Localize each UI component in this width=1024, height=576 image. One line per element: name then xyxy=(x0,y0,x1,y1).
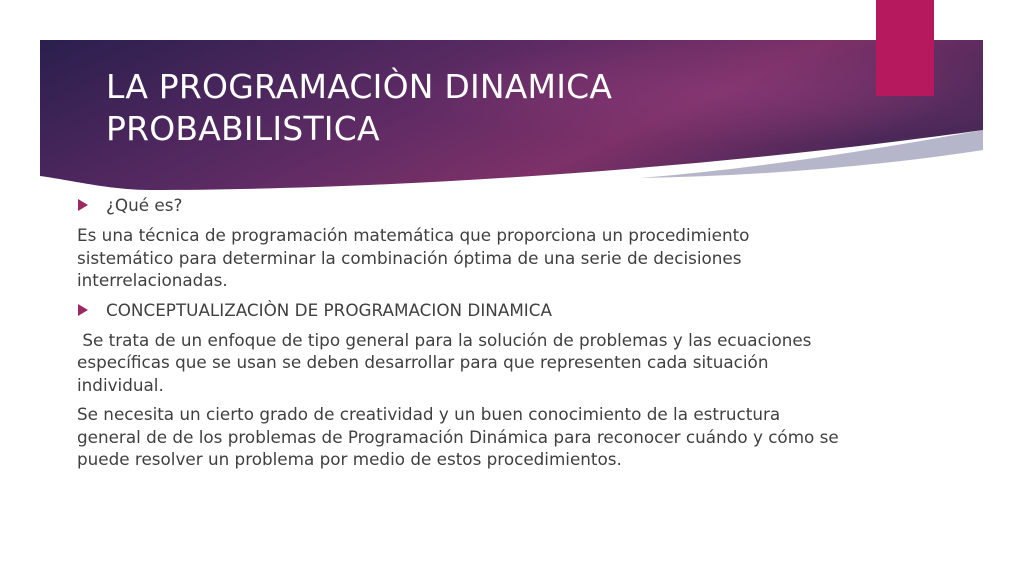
paragraph-creatividad: Se necesita un cierto grado de creatividad y un buen conocimiento de la estructura general de de los problemas de Programación Dinámica para reconocer cuándo y cómo se puede resolver un problema por medio de estos procedimientos. xyxy=(77,404,839,470)
triangle-right-icon xyxy=(78,304,88,316)
accent-tab xyxy=(876,0,934,96)
slide-title: LA PROGRAMACIÒN DINAMICA PROBABILISTICA xyxy=(106,67,613,148)
paragraph-definition: Es una técnica de programación matemática que proporciona un procedimiento sistemático para determinar la combinación óptima de una serie de decisiones interrelacionadas. xyxy=(77,225,750,291)
paragraph-enfoque: Se trata de un enfoque de tipo general para la solución de problemas y las ecuaciones específicas que se usan se deben desarrollar para que representen cada situación individual. xyxy=(77,330,817,395)
bullet-item-conceptualizacion xyxy=(77,299,847,321)
slide-body xyxy=(77,194,847,477)
triangle-right-icon xyxy=(78,199,88,211)
bullet-text: ¿Qué es? xyxy=(106,195,183,215)
bullet-item-que-es xyxy=(77,194,847,216)
bullet-text: CONCEPTUALIZACIÒN DE PROGRAMACION DINAMICA xyxy=(106,299,552,320)
